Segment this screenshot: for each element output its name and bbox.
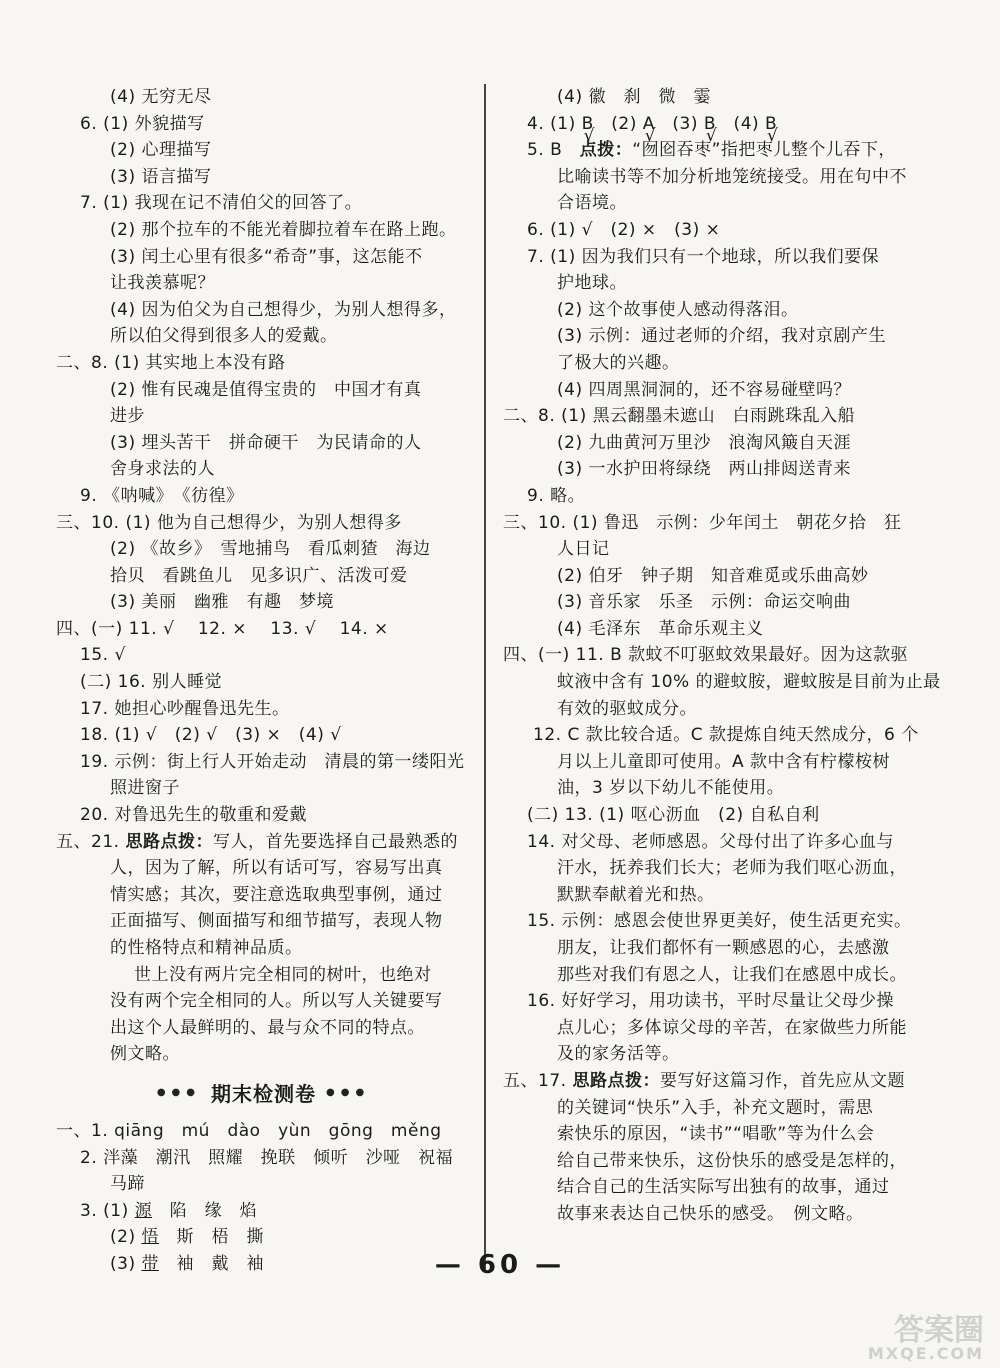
answer-line: (4) 因为伯父为自己想得少，为别人想得多， [110, 299, 457, 320]
answer-line: 人，因为了解，所以有话可写，容易写出真 [110, 858, 443, 879]
answer-line: 有效的驱蚊成分。 [557, 698, 697, 719]
answer-line: 五、17. 思路点拨：要写好这篇习作，首先应从文题 [503, 1070, 905, 1091]
answer-line: 5. B 点拨：“囫囵吞枣”指把枣儿整个儿吞下， [527, 140, 896, 161]
answer-line: 蚊液中含有 10% 的避蚊胺，避蚊胺是目前为止最 [557, 672, 941, 693]
section-title: 期末检测卷 [211, 1082, 316, 1107]
left-answer-block [56, 84, 471, 1068]
right-column [503, 84, 941, 1228]
answer-line: (3) 闰土心里有很多“希奇”事，这怎能不 [110, 246, 423, 267]
answer-line: 20. 对鲁迅先生的敬重和爱戴 [80, 805, 307, 826]
answer-line: (2) 这个故事使人感动得落泪。 [557, 299, 799, 320]
answer-line: 2. 泮藻 潮汛 照耀 挽联 倾听 沙哑 祝福 [80, 1147, 454, 1168]
answer-line: 护地球。 [557, 273, 627, 294]
answer-line: (3) 埋头苦干 拼命硬干 为民请命的人 [110, 432, 422, 453]
answer-line: 12. C 款比较合适。C 款提炼自纯天然成分，6 个 [533, 725, 919, 746]
answer-line: 照进窗子 [110, 778, 180, 799]
answer-line: 17. 她担心吵醒鲁迅先生。 [80, 698, 290, 719]
answer-line: 19. 示例：街上行人开始走动 清晨的第一缕阳光 [80, 751, 465, 772]
answer-line: 人日记 [557, 539, 610, 560]
answer-line: 三、10. (1) 他为自己想得少，为别人想得多 [56, 512, 402, 533]
answer-line: 那些对我们有恩之人，让我们在感恩中成长。 [557, 964, 907, 985]
answer-line: 合语境。 [557, 193, 627, 214]
answer-line: 16. 好好学习，用功读书，平时尽量让父母少操 [527, 991, 894, 1012]
answer-line: 世上没有两片完全相同的树叶，也绝对 [134, 964, 432, 985]
section-title-row [56, 1068, 471, 1118]
answer-line: (4) 四周黑洞洞的，还不容易碰壁吗？ [557, 379, 851, 400]
answer-line: (3) 语言描写 [110, 166, 212, 187]
answer-line: 14. 对父母、老师感恩。父母付出了许多心血与 [527, 831, 894, 852]
answer-line: 了极大的兴趣。 [557, 352, 680, 373]
answer-line: 18. (1) √ (2) √ (3) × (4) √ [80, 725, 342, 746]
answer-line: 9. 略。 [527, 485, 586, 506]
answer-line: 拾贝 看跳鱼儿 见多识广、活泼可爱 [110, 565, 408, 586]
title-dots-right: ●●● [326, 1087, 371, 1099]
answer-line: (3) 一水护田将绿绕 两山排闼送青来 [557, 459, 851, 480]
answer-line: (2) 心理描写 [110, 140, 212, 161]
answer-line: (2) 那个拉车的不能光着脚拉着车在路上跑。 [110, 219, 457, 240]
answer-line: 结合自己的生活实际写出独有的故事，通过 [557, 1177, 890, 1198]
left-column [56, 84, 471, 1278]
answer-line: 正面描写、侧面描写和细节描写，表现人物 [110, 911, 443, 932]
answer-line: (2) 悟 斯 梧 撕 [110, 1227, 264, 1248]
answer-line: 二、8. (1) 其实地上本没有路 [56, 352, 286, 373]
answer-line: 让我羡慕呢？ [110, 273, 215, 294]
answer-line: 15. √ [80, 645, 126, 666]
answer-line: (2) 《故乡》 雪地捕鸟 看瓜刺猹 海边 [110, 539, 431, 560]
answer-line: (3) 美丽 幽雅 有趣 梦境 [110, 592, 334, 613]
page-number: — 60 — [434, 1250, 566, 1280]
answer-line: 索快乐的原因，“读书”“唱歌”等为什么会 [557, 1124, 875, 1145]
answer-line: 朋友，让我们都怀有一颗感恩的心，去感激 [557, 938, 890, 958]
answer-line: (2) 惟有民魂是值得宝贵的 中国才有真 [110, 379, 422, 400]
answer-line: 比喻读书等不加分析地笼统接受。用在句中不 [557, 166, 907, 187]
answer-line: 6. (1) 外貌描写 [80, 113, 205, 134]
answer-line: 默默奉献着光和热。 [557, 884, 715, 905]
answer-line: 月以上儿童即可使用。A 款中含有柠檬桉树 [557, 751, 891, 772]
title-dots-left: ●●● [156, 1087, 201, 1099]
answer-line: 3. (1) 源 陷 缘 焰 [80, 1200, 258, 1221]
answer-line: (二) 13. (1) 呕心沥血 (2) 自私自利 [527, 805, 820, 826]
answer-line: 二、8. (1) 黑云翻墨未遮山 白雨跳珠乱入船 [503, 406, 856, 427]
answer-line: 9. 《呐喊》 《彷徨》 [80, 485, 244, 506]
answer-line: (4) 毛泽东 革命乐观主义 [557, 618, 764, 639]
answer-line: 马蹄 [110, 1174, 145, 1195]
answer-line: 及的家务活等。 [557, 1044, 680, 1065]
column-divider [484, 84, 486, 1272]
watermark-main: 答案圈 [894, 1313, 984, 1348]
answer-line: 出这个人最鲜明的、最与众不同的特点。 [110, 1017, 425, 1038]
answer-line: 4. (1) B √ (2) A √ (3) B √ (4) B √ [503, 111, 933, 138]
answer-line: 故事来表达自己快乐的感受。 例文略。 [557, 1203, 864, 1224]
answer-line: (2) 九曲黄河万里沙 浪淘风簸自天涯 [557, 432, 851, 453]
answer-line: (3) 带 袖 戴 袖 [110, 1253, 264, 1274]
answer-line: 一、1. qiāng mú dào yùn gōng měng [56, 1120, 442, 1141]
answer-line: 例文略。 [110, 1044, 180, 1065]
answer-line: (4) 无穷无尽 [110, 87, 212, 107]
answer-line: 油，3 岁以下幼儿不能使用。 [557, 778, 785, 799]
answer-line: 四、(一) 11. √ 12. × 13. √ 14. × [56, 618, 389, 639]
answer-line: 的关键词“快乐”入手，补充文题时，需思 [557, 1097, 874, 1118]
answer-line: 15. 示例：感恩会使世界更美好，使生活更充实。 [527, 911, 912, 932]
answer-line: (3) 示例：通过老师的介绍，我对京剧产生 [557, 326, 886, 347]
watermark-sub: MXQE.COM [867, 1344, 984, 1363]
answer-line: 7. (1) 我现在记不清伯父的回答了。 [80, 193, 363, 214]
answer-line: 的性格特点和精神品质。 [110, 938, 303, 958]
answer-line: 舍身求法的人 [110, 459, 215, 480]
answer-line: 三、10. (1) 鲁迅 示例：少年闰土 朝花夕拾 狂 [503, 512, 902, 533]
answer-line: 没有两个完全相同的人。所以写人关键要写 [110, 991, 443, 1012]
answer-line: 6. (1) √ (2) × (3) × [527, 219, 721, 240]
answer-line: 四、(一) 11. B 款蚊不叮驱蚊效果最好。因为这款驱 [503, 645, 909, 666]
answer-line: 给自己带来快乐，这份快乐的感受是怎样的， [557, 1150, 907, 1171]
answer-line: 进步 [110, 406, 145, 427]
answer-line: 所以伯父得到很多人的爱戴。 [110, 326, 338, 347]
answer-line: 7. (1) 因为我们只有一个地球，所以我们要保 [527, 246, 880, 267]
answer-line: (4) 徽 刹 微 霎 [557, 87, 711, 107]
answer-line: (二) 16. 别人睡觉 [80, 672, 223, 693]
answer-line: 汗水，抚养我们长大；老师为我们呕心沥血， [557, 858, 907, 879]
answer-line: 五、21. 思路点拨：写人，首先要选择自己最熟悉的 [56, 831, 458, 852]
answer-line: 情实感；其次，要注意选取典型事例，通过 [110, 884, 443, 905]
answer-line: (2) 伯牙 钟子期 知音难觅或乐曲高妙 [557, 565, 869, 586]
watermark-logo [867, 1313, 984, 1363]
right-answer-block [503, 84, 941, 1228]
answer-line: 点儿心；多体谅父母的辛苦，在家做些力所能 [557, 1017, 907, 1038]
answer-line: (3) 音乐家 乐圣 示例：命运交响曲 [557, 592, 851, 613]
